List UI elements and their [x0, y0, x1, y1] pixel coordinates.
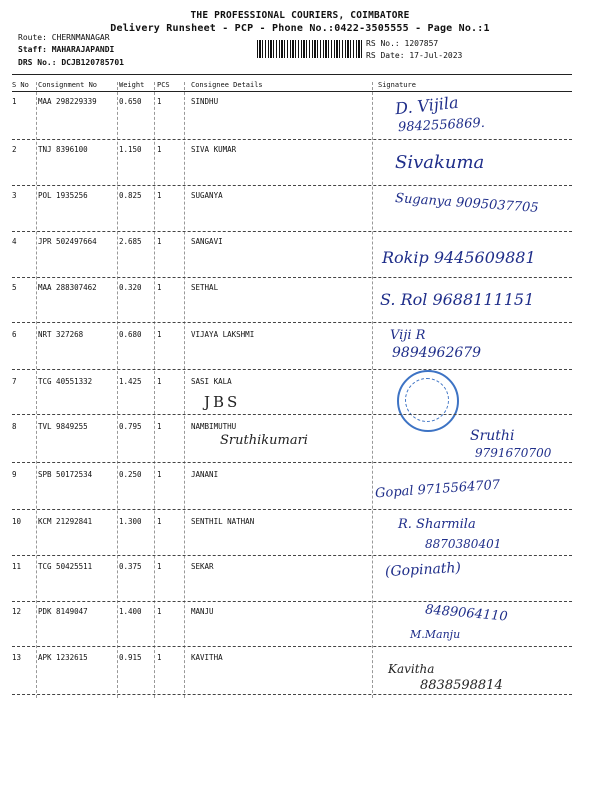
row-consignment: TVL 9849255	[38, 422, 88, 431]
row-consignee: MANJU	[191, 607, 214, 616]
row-consignment: TCG 50425511	[38, 562, 93, 571]
row-separator	[12, 185, 572, 186]
row-consignee: SINDHU	[191, 97, 219, 106]
row-consignee: VIJAYA LAKSHMI	[191, 330, 255, 339]
row-sno: 7	[12, 377, 17, 386]
row-sno: 11	[12, 562, 22, 571]
signature-mark: 8489064110	[424, 602, 509, 625]
col-header-sno: S No	[12, 81, 29, 89]
row-sno: 6	[12, 330, 17, 339]
row-weight: 0.825	[119, 191, 142, 200]
row-pcs: 1	[157, 470, 162, 479]
row-consignee: SIVA KUMAR	[191, 145, 237, 154]
col-header-consignee: Consignee Details	[191, 81, 263, 89]
signature-mark: Rokip 9445609881	[382, 248, 536, 267]
row-consignment: MAA 298229339	[38, 97, 97, 106]
signature-phone: 9842556869.	[397, 115, 486, 136]
row-consignment: JPR 502497664	[38, 237, 97, 246]
row-weight: 0.250	[119, 470, 142, 479]
row-sno: 8	[12, 422, 17, 431]
header-bottom-rule	[12, 91, 572, 92]
barcode-image	[257, 40, 362, 58]
row-weight: 1.150	[119, 145, 142, 154]
route-label: Route: CHERNMANAGAR	[18, 33, 110, 42]
row-pcs: 1	[157, 330, 162, 339]
row-weight: 1.400	[119, 607, 142, 616]
row-separator	[12, 322, 572, 323]
signature-phone: 9894962679	[392, 345, 482, 361]
column-divider	[372, 82, 373, 698]
row-sno: 13	[12, 653, 22, 662]
row-weight: 0.680	[119, 330, 142, 339]
row-sno: 1	[12, 97, 17, 106]
signature-phone: 9791670700	[475, 446, 552, 460]
row-separator	[12, 694, 572, 695]
row-consignee: SUGANYA	[191, 191, 223, 200]
row-separator	[12, 646, 572, 647]
row-consignee: SEKAR	[191, 562, 214, 571]
row-consignment: NRT 327268	[38, 330, 84, 339]
signature-mark: Suganya 9095037705	[394, 191, 540, 216]
column-divider	[184, 82, 185, 698]
runsheet-subtitle: Delivery Runsheet - PCP - Phone No.:0422-3505555 - Page No.:1	[110, 23, 490, 34]
row-consignment: POL 1935256	[38, 191, 88, 200]
row-pcs: 1	[157, 145, 162, 154]
row-consignee: SASI KALA	[191, 377, 232, 386]
row-consignment: SPB 50172534	[38, 470, 93, 479]
row-weight: 1.300	[119, 517, 142, 526]
row-pcs: 1	[157, 422, 162, 431]
row-sno: 10	[12, 517, 22, 526]
signature-mark: Kavitha	[388, 662, 435, 676]
row-separator	[12, 555, 572, 556]
row-pcs: 1	[157, 562, 162, 571]
signature-mark: Sivakuma	[395, 152, 485, 173]
row-consignment: PDK 8149047	[38, 607, 88, 616]
row-separator	[12, 601, 572, 602]
row-pcs: 1	[157, 517, 162, 526]
row-pcs: 1	[157, 377, 162, 386]
row-separator	[12, 139, 572, 140]
row-consignee: SETHAL	[191, 283, 219, 292]
row-pcs: 1	[157, 97, 162, 106]
column-divider	[154, 82, 155, 698]
row-sno: 5	[12, 283, 17, 292]
signature-mark: Viji R	[390, 328, 426, 343]
signature-mark: Gopal 9715564707	[374, 477, 501, 502]
row-sno: 12	[12, 607, 22, 616]
row-weight: 0.375	[119, 562, 142, 571]
row-consignment: KCM 21292841	[38, 517, 93, 526]
col-header-consignment: Consignment No	[38, 81, 98, 89]
row-consignee: NAMBIMUTHU	[191, 422, 237, 431]
rs-number: RS No.: 1207857	[366, 39, 439, 48]
row-separator	[12, 414, 572, 415]
row-consignee: SENTHIL NATHAN	[191, 517, 255, 526]
row-pcs: 1	[157, 653, 162, 662]
row-consignee: SANGAVI	[191, 237, 223, 246]
row-separator	[12, 462, 572, 463]
row-consignee: JANANI	[191, 470, 219, 479]
row-weight: 0.650	[119, 97, 142, 106]
row-sno: 4	[12, 237, 17, 246]
signature-mark: Sruthi	[470, 428, 515, 444]
handwritten-note: JBS	[204, 393, 241, 411]
row-sno: 9	[12, 470, 17, 479]
drs-number: DRS No.: DCJB120785701	[18, 58, 124, 67]
rs-date: RS Date: 17-Jul-2023	[366, 51, 463, 60]
row-separator	[12, 369, 572, 370]
col-header-pcs: PCS	[157, 81, 170, 89]
row-weight: 0.915	[119, 653, 142, 662]
col-header-signature: Signature	[378, 81, 416, 89]
row-separator	[12, 231, 572, 232]
stamp-seal-inner	[405, 378, 449, 422]
signature-phone: M.Manju	[410, 628, 461, 641]
row-consignee: KAVITHA	[191, 653, 223, 662]
row-pcs: 1	[157, 283, 162, 292]
row-consignment: APK 1232615	[38, 653, 88, 662]
signature-mark: D. Vijila	[394, 92, 460, 119]
signature-mark: R. Sharmila	[398, 517, 476, 532]
row-pcs: 1	[157, 607, 162, 616]
signature-mark: S. Rol 9688111151	[380, 290, 535, 309]
row-weight: 2.685	[119, 237, 142, 246]
row-pcs: 1	[157, 237, 162, 246]
handwritten-note: Sruthikumari	[220, 433, 308, 448]
column-divider	[36, 82, 37, 698]
row-pcs: 1	[157, 191, 162, 200]
row-consignment: TCG 40551332	[38, 377, 93, 386]
row-separator	[12, 509, 572, 510]
row-sno: 2	[12, 145, 17, 154]
col-header-weight: Weight	[119, 81, 145, 89]
row-sno: 3	[12, 191, 17, 200]
row-separator	[12, 277, 572, 278]
table-top-rule	[12, 74, 572, 75]
column-divider	[117, 82, 118, 698]
staff-label: Staff: MAHARAJAPANDI	[18, 45, 115, 54]
row-weight: 0.320	[119, 283, 142, 292]
row-consignment: TNJ 8396100	[38, 145, 88, 154]
row-weight: 1.425	[119, 377, 142, 386]
row-weight: 0.795	[119, 422, 142, 431]
signature-phone: 8838598814	[420, 678, 503, 693]
company-title: THE PROFESSIONAL COURIERS, COIMBATORE	[190, 10, 410, 21]
row-consignment: MAA 288307462	[38, 283, 97, 292]
signature-mark: (Gopinath)	[384, 560, 462, 580]
signature-phone: 8870380401	[425, 537, 502, 551]
